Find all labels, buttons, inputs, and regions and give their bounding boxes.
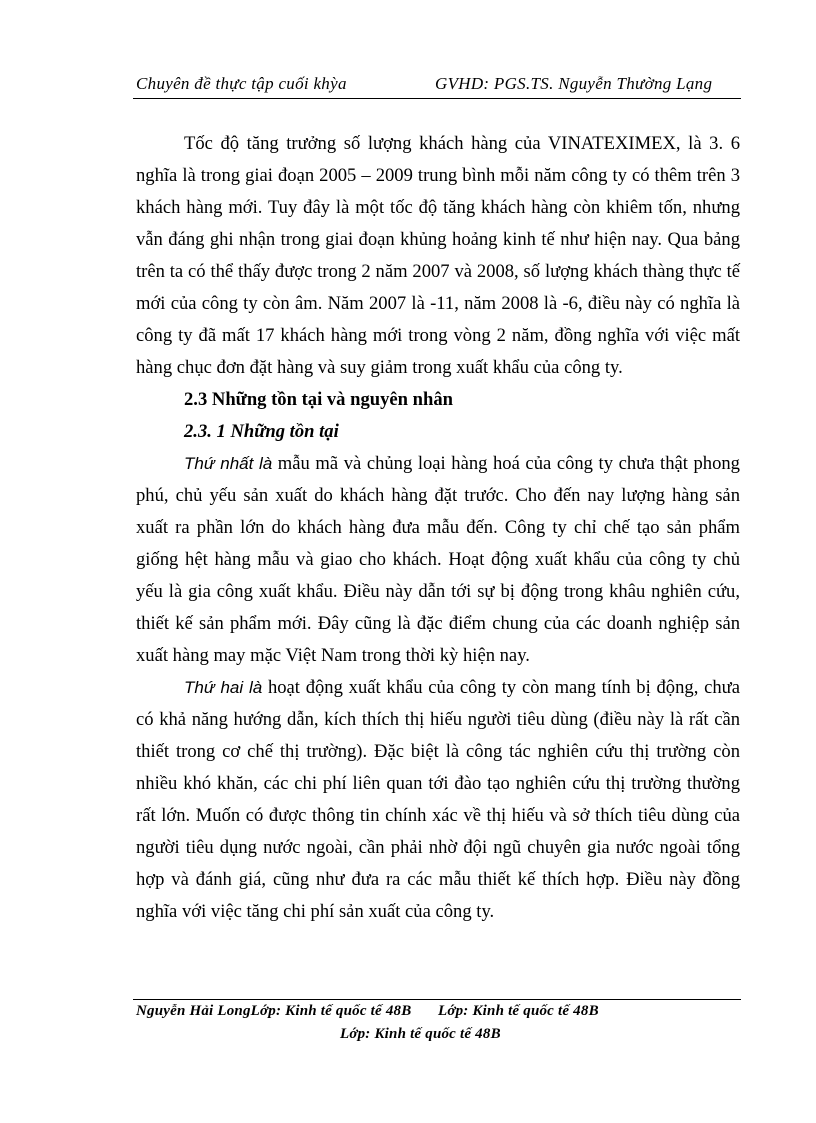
header-supervisor: GVHD: PGS.TS. Nguyễn Thường Lạng bbox=[435, 74, 713, 93]
section-heading: 2.3 Những tồn tại và nguyên nhân bbox=[184, 389, 453, 410]
paragraph-customer-growth: Tốc độ tăng trưởng số lượng khách hàng của VINATEXIMEX, là 3. 6 nghĩa là trong giai đoạn 2005 – 2009 trung bình mỗi năm công ty có thêm trên 3 khách hàng mới. Tuy đây là một tốc độ tăng khách hàng còn khiêm tốn, nhưng vẫn đáng ghi nhận trong giai đoạn khủng hoảng kinh tế như hiện nay. Qua bảng trên ta có thể thấy được trong 2 năm 2007 và 2008, số lượng khách thàng thực tế mới của công ty còn âm. Năm 2007 là -11, năm 2008 là -6, điều này có nghĩa là công ty đã mất 17 khách hàng mới trong vòng 2 năm, đồng nghĩa với việc mất hàng chục đơn đặt hàng và suy giảm trong xuất khẩu của công ty. bbox=[136, 133, 740, 378]
footer-author-class: Nguyễn Hải LongLớp: Kinh tế quốc tế 48B bbox=[136, 1003, 412, 1019]
page-header bbox=[133, 74, 741, 99]
footer-divider bbox=[133, 999, 741, 1000]
paragraph-first-issue-lead: Thứ nhất là bbox=[184, 454, 273, 473]
document-body bbox=[136, 128, 740, 928]
paragraph-second-issue-text: hoạt động xuất khẩu của công ty còn mang tính bị động, chưa có khả năng hướng dẫn, kích thích thị hiếu người tiêu dùng (điều này là rất cần thiết trong cơ chế thị trường). Đặc biệt là công tác nghiên cứu thị trường còn nhiều khó khăn, các chi phí liên quan tới đào tạo nghiên cứu thị trường thường rất lớn. Muốn có được thông tin chính xác về thị hiếu và sở thích tiêu dùng của người tiêu dụng nước ngoài, cần phải nhờ đội ngũ chuyên gia nước ngoài tổng hợp và đánh giá, cũng như đưa ra các mẫu thiết kế thích hợp. Điều này đồng nghĩa với việc tăng chi phí sản xuất của công ty. bbox=[136, 677, 740, 922]
footer-class-overlap: Lớp: Kinh tế quốc tế 48B bbox=[438, 1003, 599, 1019]
header-thesis-title: Chuyên đề thực tập cuối khỳa bbox=[136, 74, 347, 93]
paragraph-second-issue bbox=[136, 672, 740, 928]
paragraph-second-issue-lead: Thứ hai là bbox=[184, 678, 263, 697]
paragraph-first-issue bbox=[136, 448, 740, 672]
footer-class-line: Lớp: Kinh tế quốc tế 48B bbox=[340, 1026, 501, 1042]
paragraph-first-issue-text: mẫu mã và chủng loại hàng hoá của công ty chưa thật phong phú, chủ yếu sản xuất do khách hàng đặt trước. Cho đến nay lượng hàng sản xuất ra phần lớn do khách hàng đưa mẫu đến. Công ty chỉ chế tạo sản phẩm giống hệt hàng mẫu và giao cho khách. Hoạt động xuất khẩu của công ty chủ yếu là gia công xuất khẩu. Điều này dẫn tới sự bị động trong khâu nghiên cứu, thiết kế sản phẩm mới. Đây cũng là đặc điểm chung của các doanh nghiệp sản xuất hàng may mặc Việt Nam trong thời kỳ hiện nay. bbox=[136, 453, 740, 666]
subsection-heading: 2.3. 1 Những tồn tại bbox=[184, 421, 339, 442]
footer-author-line bbox=[136, 1003, 599, 1020]
